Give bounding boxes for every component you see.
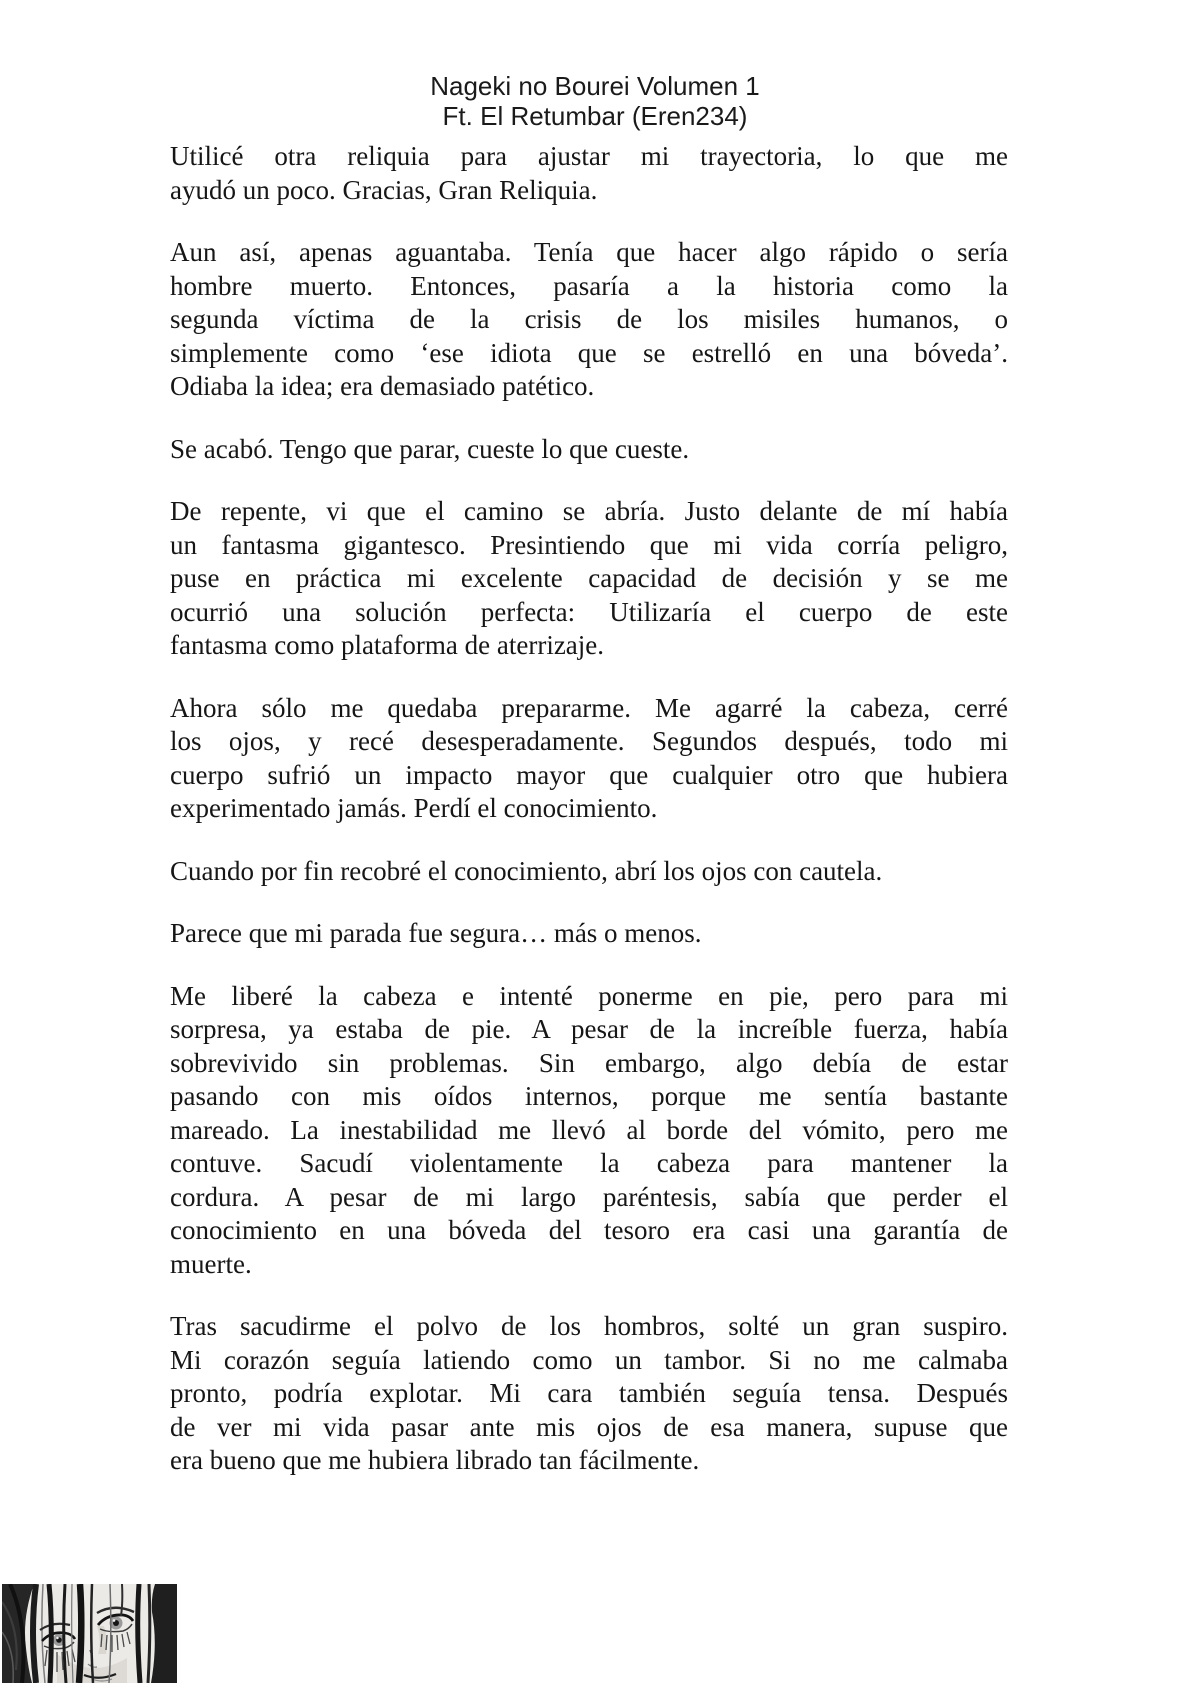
body-text — [170, 140, 1008, 1478]
text-line: puse en práctica mi excelente capacidad de decisión y se me — [170, 563, 1008, 593]
text-line: era bueno que me hubiera librado tan fácilmente. — [170, 1445, 700, 1475]
paragraph — [170, 692, 1008, 826]
text-line: hombre muerto. Entonces, pasaría a la historia como la — [170, 270, 1008, 301]
text-line: Odiaba la idea; era demasiado patético. — [170, 371, 595, 401]
text-line: pasando con mis oídos internos, porque me sentía bastante — [170, 1081, 1008, 1111]
text-line: experimentado jamás. Perdí el conocimiento. — [170, 793, 658, 823]
text-line: muerte. — [170, 1248, 252, 1279]
text-line: simplemente como ‘ese idiota que se estrelló en una bóveda’. — [170, 337, 1008, 368]
text-line: Ahora sólo me quedaba prepararme. Me agarré la cabeza, cerré — [170, 692, 1008, 723]
paragraph — [170, 236, 1008, 404]
paragraph — [170, 1310, 1008, 1478]
text-line: Cuando por fin recobré el conocimiento, abrí los ojos con cautela. — [170, 855, 883, 886]
page-header — [0, 0, 1190, 131]
paragraph — [170, 495, 1008, 663]
text-line: Tras sacudirme el polvo de los hombros, solté un gran suspiro. — [170, 1311, 1008, 1341]
text-line: Aun así, apenas aguantaba. Tenía que hacer algo rápido o sería — [170, 237, 1008, 267]
text-line: un fantasma gigantesco. Presintiendo que mi vida corría peligro, — [170, 529, 1008, 560]
text-line: segunda víctima de la crisis de los misiles humanos, o — [170, 304, 1008, 334]
text-line: sorpresa, ya estaba de pie. A pesar de la increíble fuerza, había — [170, 1014, 1008, 1044]
text-line: pronto, podría explotar. Mi cara también seguía tensa. Después — [170, 1378, 1008, 1408]
text-line: conocimiento en una bóveda del tesoro era casi una garantía de — [170, 1215, 1008, 1245]
text-line: Utilicé otra reliquia para ajustar mi trayectoria, lo que me — [170, 141, 1008, 171]
text-line: mareado. La inestabilidad me llevó al borde del vómito, pero me — [170, 1114, 1008, 1145]
text-line: fantasma como plataforma de aterrizaje. — [170, 630, 605, 660]
paragraph — [170, 917, 1008, 951]
paragraph — [170, 433, 1008, 467]
text-line: cordura. A pesar de mi largo paréntesis, sabía que perder el — [170, 1181, 1008, 1212]
text-line: ayudó un poco. Gracias, Gran Reliquia. — [170, 174, 598, 205]
text-line: sobrevivido sin problemas. Sin embargo, algo debía de estar — [170, 1047, 1008, 1078]
text-line: de ver mi vida pasar ante mis ojos de esa manera, supuse que — [170, 1411, 1008, 1442]
text-line: los ojos, y recé desesperadamente. Segundos después, todo mi — [170, 726, 1008, 756]
corner-illustration — [2, 1584, 177, 1683]
manga-face-image — [2, 1584, 177, 1683]
text-line: ocurrió una solución perfecta: Utilizaría el cuerpo de este — [170, 596, 1008, 627]
paragraph — [170, 855, 1008, 889]
paragraph — [170, 140, 1008, 207]
paragraph — [170, 980, 1008, 1282]
page-subtitle: Ft. El Retumbar (Eren234) — [442, 101, 748, 131]
text-line: contuve. Sacudí violentamente la cabeza para mantener la — [170, 1148, 1008, 1178]
text-line: Mi corazón seguía latiendo como un tambor. Si no me calmaba — [170, 1344, 1008, 1375]
text-line: De repente, vi que el camino se abría. Justo delante de mí había — [170, 496, 1008, 526]
text-line: Parece que mi parada fue segura… más o menos. — [170, 918, 702, 948]
text-line: Se acabó. Tengo que parar, cueste lo que cueste. — [170, 433, 690, 464]
text-line: cuerpo sufrió un impacto mayor que cualquier otro que hubiera — [170, 759, 1008, 790]
page-title: Nageki no Bourei Volumen 1 — [430, 71, 760, 101]
text-line: Me liberé la cabeza e intenté ponerme en pie, pero para mi — [170, 980, 1008, 1011]
